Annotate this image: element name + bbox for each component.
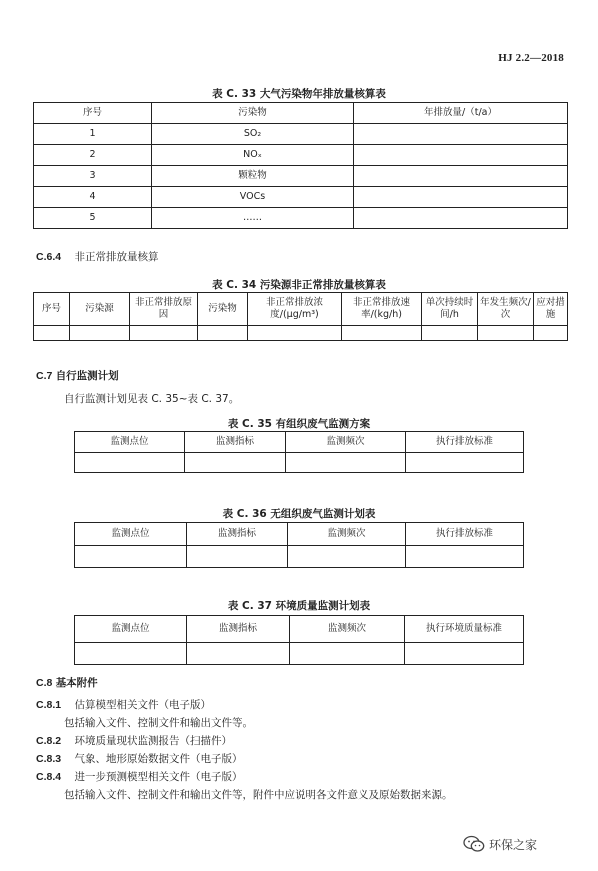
table-cell: NOₓ bbox=[152, 145, 354, 166]
table-cell bbox=[342, 326, 422, 341]
section-title: 自行监测计划 bbox=[55, 370, 119, 382]
table-cell: VOCs bbox=[152, 187, 354, 208]
column-header: 监测点位 bbox=[75, 432, 185, 453]
table-cell bbox=[286, 453, 406, 473]
table-cell bbox=[406, 453, 524, 473]
section-title: 基本附件 bbox=[55, 677, 98, 689]
table-row bbox=[75, 643, 524, 665]
table-row bbox=[75, 453, 524, 473]
item-c82 bbox=[36, 733, 232, 748]
table-cell bbox=[185, 453, 286, 473]
table-cell bbox=[354, 124, 568, 145]
table-row bbox=[34, 187, 568, 208]
table-cell bbox=[422, 326, 478, 341]
table-cell: 2 bbox=[34, 145, 152, 166]
table-c37 bbox=[74, 615, 524, 665]
table-cell: …… bbox=[152, 208, 354, 229]
section-title: 非正常排放量核算 bbox=[74, 251, 159, 263]
column-header: 监测频次 bbox=[286, 432, 406, 453]
table-cell bbox=[75, 643, 187, 665]
item-c84 bbox=[36, 769, 242, 784]
section-c64-heading bbox=[36, 249, 158, 264]
column-header: 污染源 bbox=[70, 293, 130, 326]
item-number: C.8.2 bbox=[36, 735, 62, 747]
table-header-row bbox=[75, 616, 524, 643]
section-c8-heading bbox=[36, 675, 98, 690]
table-cell bbox=[354, 166, 568, 187]
item-text: 估算模型相关文件（电子版） bbox=[74, 699, 211, 711]
table-c35-caption: 表 C. 35 有组织废气监测方案 bbox=[227, 418, 371, 430]
table-cell bbox=[248, 326, 342, 341]
item-text: 气象、地形原始数据文件（电子版） bbox=[74, 753, 243, 765]
table-header-row bbox=[34, 293, 568, 326]
watermark bbox=[463, 835, 537, 853]
table-cell: 4 bbox=[34, 187, 152, 208]
table-cell bbox=[198, 326, 248, 341]
column-header: 监测频次 bbox=[288, 523, 406, 546]
column-header: 监测指标 bbox=[185, 432, 286, 453]
table-cell bbox=[354, 145, 568, 166]
watermark-text: 环保之家 bbox=[489, 837, 538, 852]
table-c37-caption: 表 C. 37 环境质量监测计划表 bbox=[227, 600, 371, 612]
table-row bbox=[34, 166, 568, 187]
table-cell bbox=[130, 326, 198, 341]
table-cell bbox=[75, 546, 187, 568]
column-header: 年排放量/（t/a） bbox=[354, 103, 568, 124]
column-header: 非正常排放速率/(kg/h) bbox=[342, 293, 422, 326]
table-cell bbox=[534, 326, 568, 341]
column-header: 年发生频次/次 bbox=[478, 293, 534, 326]
section-number: C.6.4 bbox=[36, 251, 62, 263]
table-cell bbox=[354, 187, 568, 208]
table-header-row bbox=[75, 523, 524, 546]
column-header: 执行环境质量标准 bbox=[405, 616, 524, 643]
column-header: 监测点位 bbox=[75, 523, 187, 546]
column-header: 执行排放标准 bbox=[406, 432, 524, 453]
table-c36 bbox=[74, 522, 524, 568]
section-number: C.8 bbox=[36, 677, 53, 689]
item-c83 bbox=[36, 751, 242, 766]
item-c81-desc: 包括输入文件、控制文件和输出文件等。 bbox=[64, 717, 253, 729]
table-cell: 3 bbox=[34, 166, 152, 187]
table-cell bbox=[406, 546, 524, 568]
table-c34 bbox=[33, 292, 568, 341]
table-header-row bbox=[34, 103, 568, 124]
column-header: 污染物 bbox=[152, 103, 354, 124]
table-cell bbox=[187, 643, 290, 665]
column-header: 监测点位 bbox=[75, 616, 187, 643]
table-cell bbox=[405, 643, 524, 665]
table-cell bbox=[75, 453, 185, 473]
table-c36-caption: 表 C. 36 无组织废气监测计划表 bbox=[222, 508, 376, 520]
table-row bbox=[75, 546, 524, 568]
table-cell: SO₂ bbox=[152, 124, 354, 145]
table-row bbox=[34, 145, 568, 166]
column-header: 应对措施 bbox=[534, 293, 568, 326]
item-text: 环境质量现状监测报告（扫描件） bbox=[74, 735, 232, 747]
wechat-icon bbox=[463, 835, 485, 853]
table-cell bbox=[288, 546, 406, 568]
table-cell bbox=[70, 326, 130, 341]
table-cell: 1 bbox=[34, 124, 152, 145]
item-text: 进一步预测模型相关文件（电子版） bbox=[74, 771, 243, 783]
column-header: 监测指标 bbox=[187, 523, 288, 546]
table-row bbox=[34, 326, 568, 341]
column-header: 监测指标 bbox=[187, 616, 290, 643]
item-number: C.8.1 bbox=[36, 699, 62, 711]
table-header-row bbox=[75, 432, 524, 453]
item-number: C.8.4 bbox=[36, 771, 62, 783]
column-header: 执行排放标准 bbox=[406, 523, 524, 546]
column-header: 非正常排放原因 bbox=[130, 293, 198, 326]
table-cell bbox=[290, 643, 405, 665]
column-header: 序号 bbox=[34, 293, 70, 326]
table-cell bbox=[34, 326, 70, 341]
table-cell: 颗粒物 bbox=[152, 166, 354, 187]
table-c34-caption: 表 C. 34 污染源非正常排放量核算表 bbox=[212, 279, 386, 291]
column-header: 单次持续时间/h bbox=[422, 293, 478, 326]
table-cell bbox=[354, 208, 568, 229]
column-header: 序号 bbox=[34, 103, 152, 124]
item-c81 bbox=[36, 697, 211, 712]
table-c35 bbox=[74, 431, 524, 473]
table-c33 bbox=[33, 102, 568, 229]
standard-number: HJ 2.2—2018 bbox=[498, 52, 564, 64]
table-row bbox=[34, 208, 568, 229]
table-cell bbox=[478, 326, 534, 341]
item-number: C.8.3 bbox=[36, 753, 62, 765]
section-number: C.7 bbox=[36, 370, 53, 382]
column-header: 污染物 bbox=[198, 293, 248, 326]
section-c7-heading bbox=[36, 368, 119, 383]
section-c7-text: 自行监测计划见表 C. 35~表 C. 37。 bbox=[64, 393, 240, 405]
table-cell: 5 bbox=[34, 208, 152, 229]
column-header: 非正常排放浓度/(μg/m³) bbox=[248, 293, 342, 326]
table-row bbox=[34, 124, 568, 145]
column-header: 监测频次 bbox=[290, 616, 405, 643]
table-c33-caption: 表 C. 33 大气污染物年排放量核算表 bbox=[212, 88, 386, 100]
item-c84-desc: 包括输入文件、控制文件和输出文件等，附件中应说明各文件意义及原始数据来源。 bbox=[64, 789, 453, 801]
table-cell bbox=[187, 546, 288, 568]
